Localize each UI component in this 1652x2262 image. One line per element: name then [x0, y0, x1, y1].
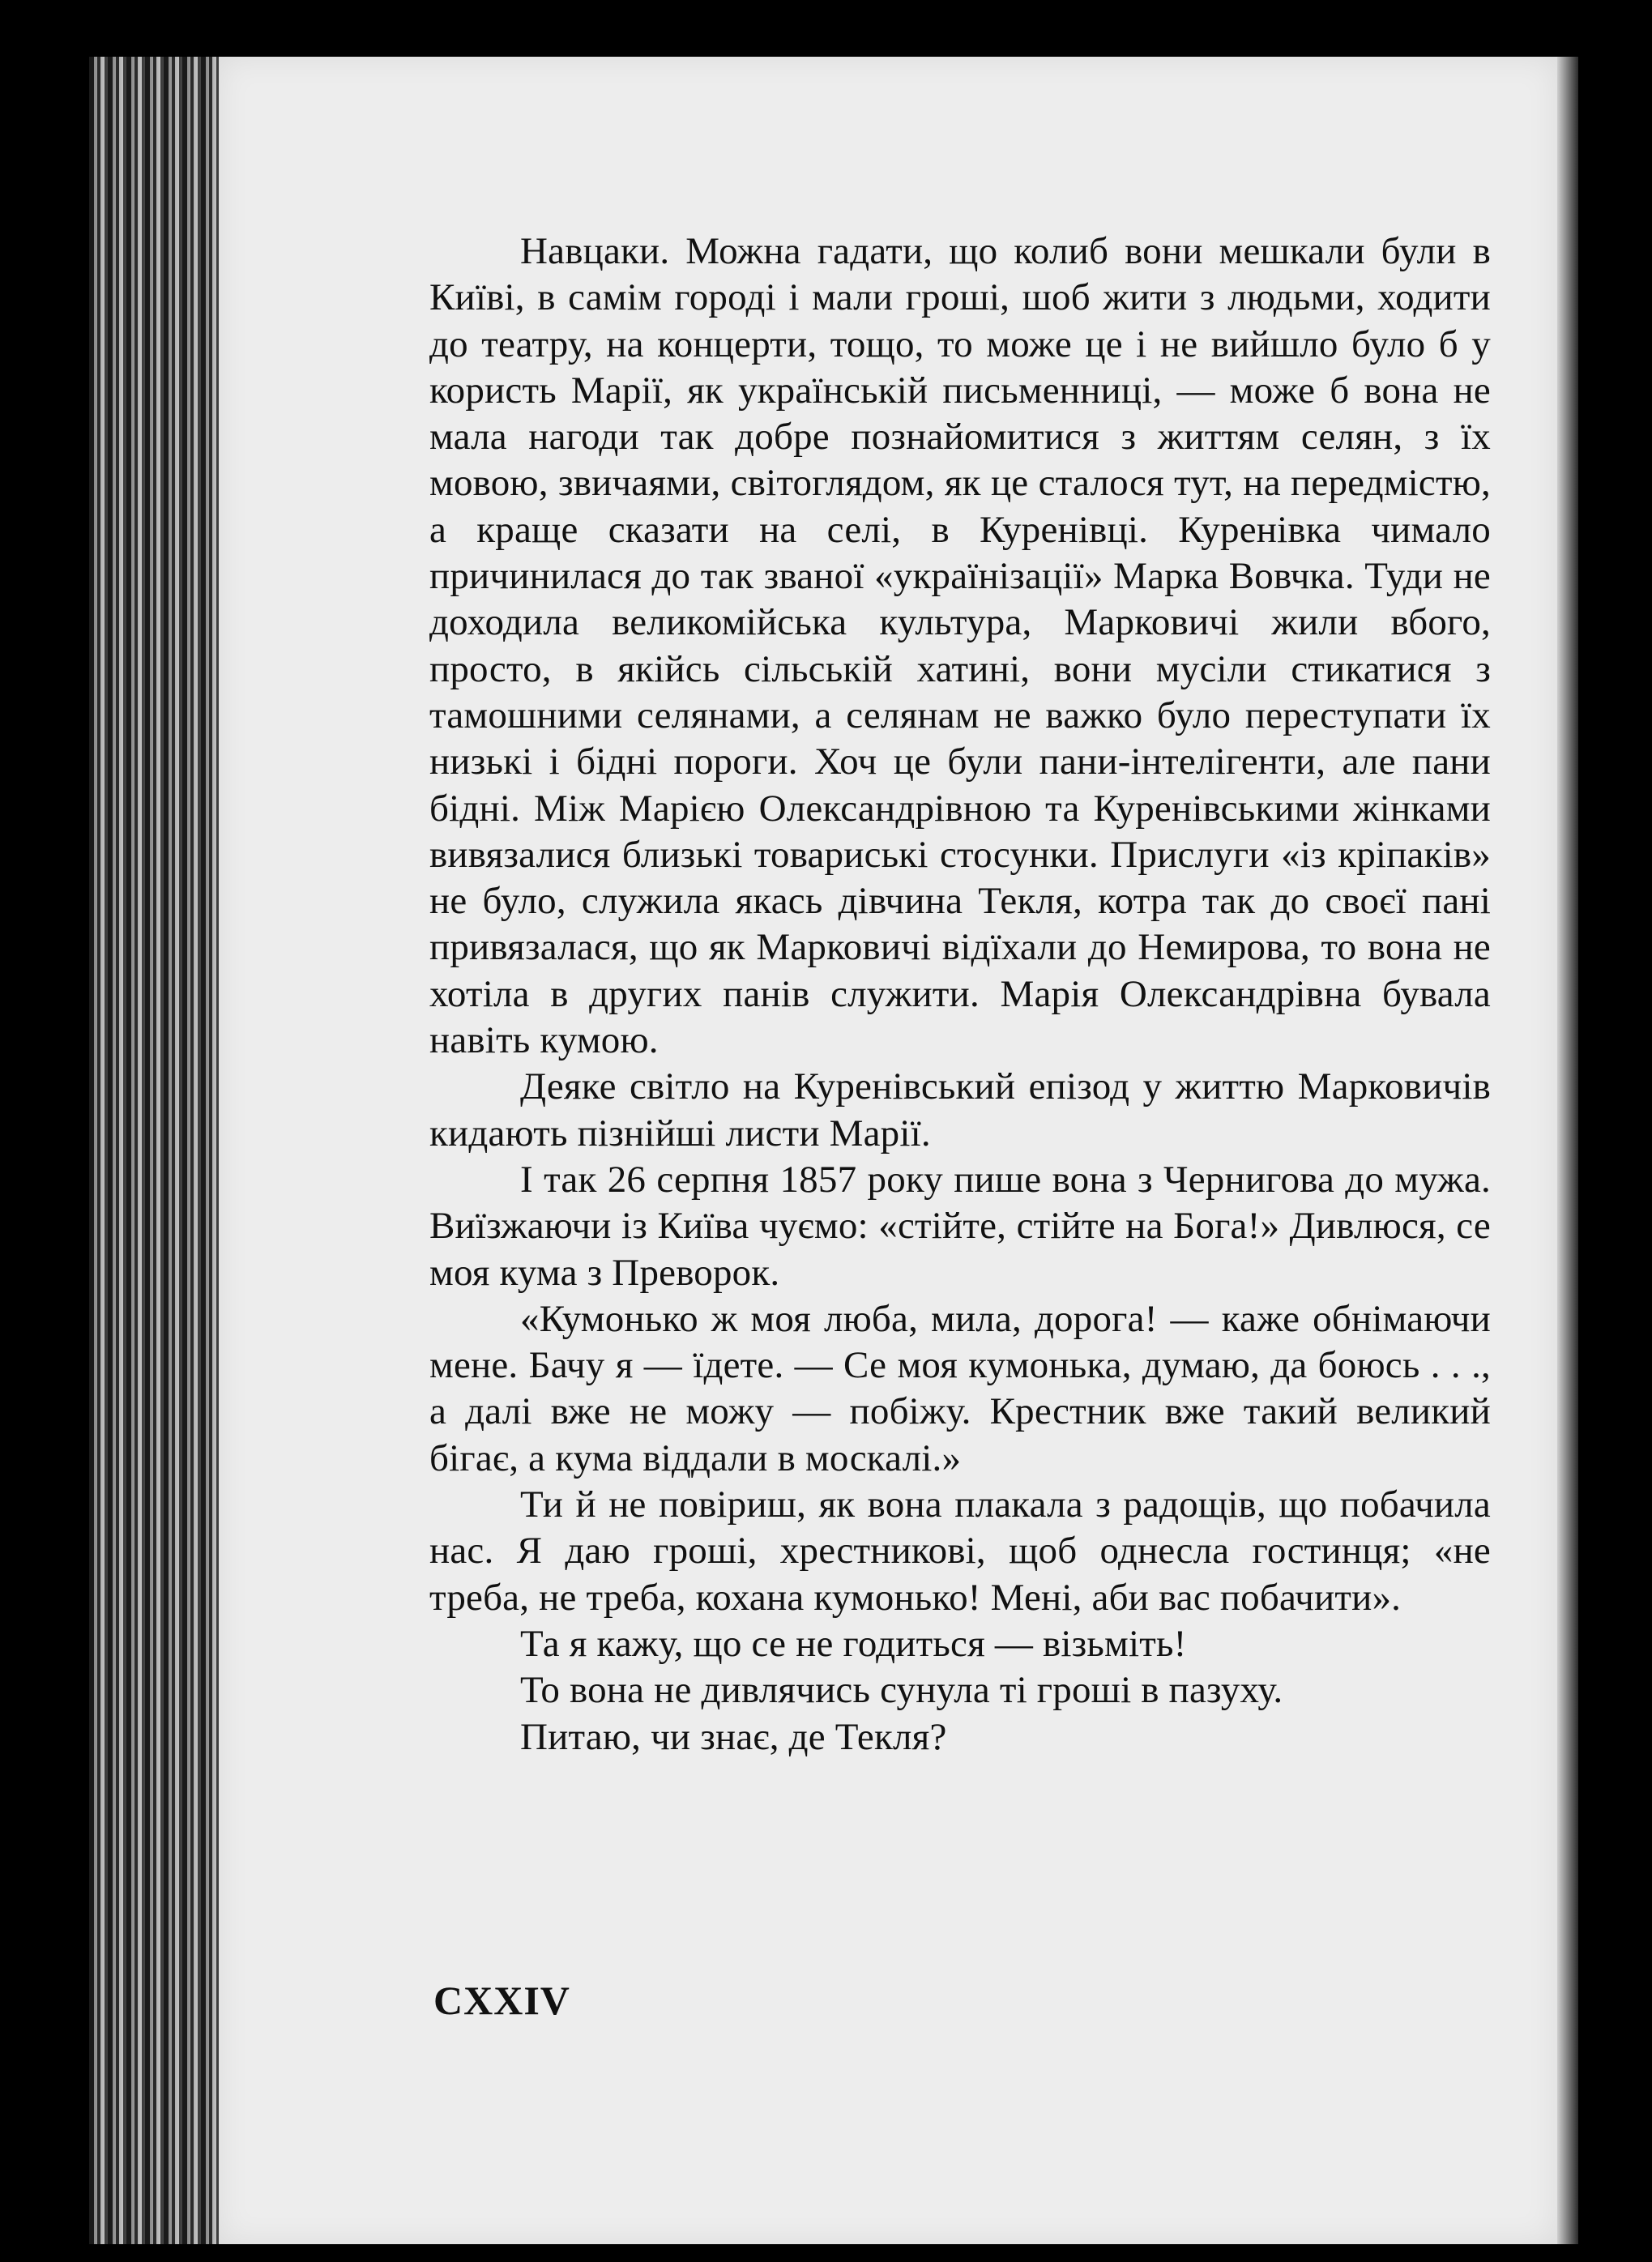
paragraph: Питаю, чи знає, де Текля? — [520, 1715, 947, 1758]
paragraph: Навцаки. Можна гадати, що колиб вони мешкали були в Київі, в самім городі і мали гроші, шоб жити з людьми, ходити до театру, на концерти, тощо, то може це і не вийшло було б у користь Марії, як українській письменниці, — може б вона не мала нагоди так добре познайомитися з життям селян, з їх мовою, звичаями, світоглядом, як це сталося тут, на передмістю, а краще сказати на селі, в Куренівці. Куренівка чимало причинилася до так званої «українізації» Марка Вовчка. Туди не доходила великомійська культура, Марковичі жили вбого, просто, в якійсь сільській хатині, вони мусіли стикатися з тамошними селянами, а селянам не важко було переступати їх низькі і бідні пороги. Хоч це були пани-інтелігенти, але пани бідні. Між Марією Олександрівною та Куренівськими жінками вивязалися близькі товариські стосунки. Прислуги «із кріпаків» не було, служила якась дівчина Текля, котра так до своєї пані привязалася, що як Марковичі відїхали до Немирова, то вона не хотіла в других панів служити. Марія Олександрівна бувала навіть кумою. — [429, 230, 1491, 1062]
paragraph: То вона не дивлячись сунула ті гроші в пазуху. — [520, 1669, 1283, 1712]
paragraph: Ти й не повіриш, як вона плакала з радощів, що побачила нас. Я даю гроші, хрестникові, щоб однесла гостинця; «не треба, не треба, кохана кумонько! Мені, аби вас побачити». — [429, 1483, 1491, 1619]
paragraph: І так 26 серпня 1857 року пише вона з Чернигова до мужа. Виїзжаючи із Київа чуємо: «стійте, стійте на Бога!» Дивлюся, се моя кума з Преворок. — [429, 1158, 1491, 1294]
book-page-edges — [89, 57, 231, 2244]
paragraph: «Кумонько ж моя люба, мила, дорога! — каже обнімаючи мене. Бачу я — їдете. — Се моя кумонька, думаю, да боюсь . . ., а далі вже не можу — побіжу. Крестник вже такий великий бігає, а кума віддали в москалі.» — [429, 1297, 1491, 1479]
paragraph: Деяке світло на Куренівський епізод у життю Марковичів кидають пізнійші листи Марії. — [429, 1065, 1491, 1154]
page-right-shadow — [1557, 57, 1578, 2244]
body-text — [429, 228, 1491, 1761]
page-number: CXXIV — [433, 1978, 570, 2023]
paragraph: Та я кажу, що се не годиться — візьміть! — [520, 1622, 1187, 1665]
